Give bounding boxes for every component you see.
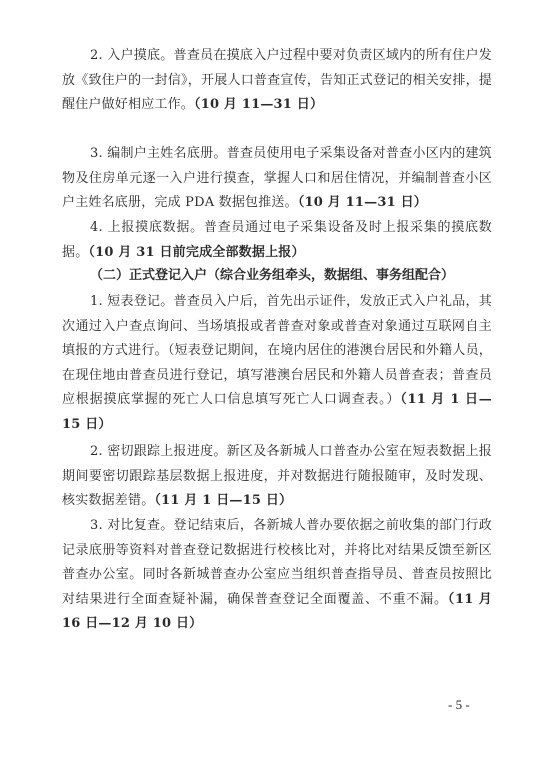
date-range: （11 月 16 日—12 月 10 日）	[62, 591, 492, 631]
paragraph-text: 3. 对比复查。登记结束后，各新城人普办要依据之前收集的部门行政记录底册等资料对普查登记数据进行校核比对，并将比对结果反馈至新区普查办公室。同时各新城普查办公室应当组织普查指导员、普查员按照比对结果进行全面查疑补漏，确保普查登记全面覆盖、不重不漏。	[62, 518, 492, 607]
date-range: （11 月 1 日—15 日）	[154, 493, 293, 508]
paragraph-comparison	[62, 514, 492, 637]
paragraph-text: 2. 密切跟踪上报进度。新区及各新城人口普查办公室在短表数据上报期间要密切跟踪基层数据上报进度，并对数据进行随报随审，及时发现、核实数据差错。	[62, 444, 492, 508]
paragraph-text: 4. 上报摸底数据。普查员通过电子采集设备及时上报采集的摸底数据。	[62, 220, 492, 260]
paragraph-track-progress	[62, 440, 492, 514]
section-note: （综合业务组牵头，数据组、事务组配合）	[207, 268, 455, 283]
paragraph-text: 3. 编制户主姓名底册。普查员使用电子采集设备对普查小区内的建筑物及住房单元逐一入户进行摸查，掌握人口和居住情况，并编制普查小区户主姓名底册，完成 PDA 数据包推送。	[62, 146, 492, 210]
date-range: （10 月 11—31 日）	[194, 97, 324, 112]
paragraph-report-data	[62, 216, 492, 265]
paragraph-short-form	[62, 290, 492, 437]
paragraph-text: 2. 入户摸底。普查员在摸底入户过程中要对负责区域内的所有住户发放《致住户的一封信》，开展人口普查宣传，告知正式登记的相关安排，提醒住户做好相应工作。	[62, 48, 492, 112]
paragraph-text: 1. 短表登记。普查员入户后，首先出示证件，发放正式入户礼品，其次通过入户查点询问、当场填报或者普查对象或普查对象通过互联网自主填报的方式进行。（短表登记期间，在境内居住的港澳台居民和外籍人员，在现住地由普查员进行登记，填写港澳台居民和外籍人员普查表；普查员应根据摸底掌握的死亡人口信息填写死亡人口调查表。）	[62, 294, 492, 407]
section-title: （二）正式登记入户	[90, 268, 208, 283]
date-range: （11 月 1 日—15 日）	[62, 392, 492, 432]
paragraph-entry-survey	[62, 44, 492, 118]
section-heading	[62, 264, 492, 288]
date-range: （10 月 11—31 日）	[297, 195, 427, 210]
page-number: - 5 -	[448, 697, 470, 712]
date-range: （10 月 31 日前完成全部数据上报）	[88, 244, 305, 260]
paragraph-household-register	[62, 142, 492, 216]
